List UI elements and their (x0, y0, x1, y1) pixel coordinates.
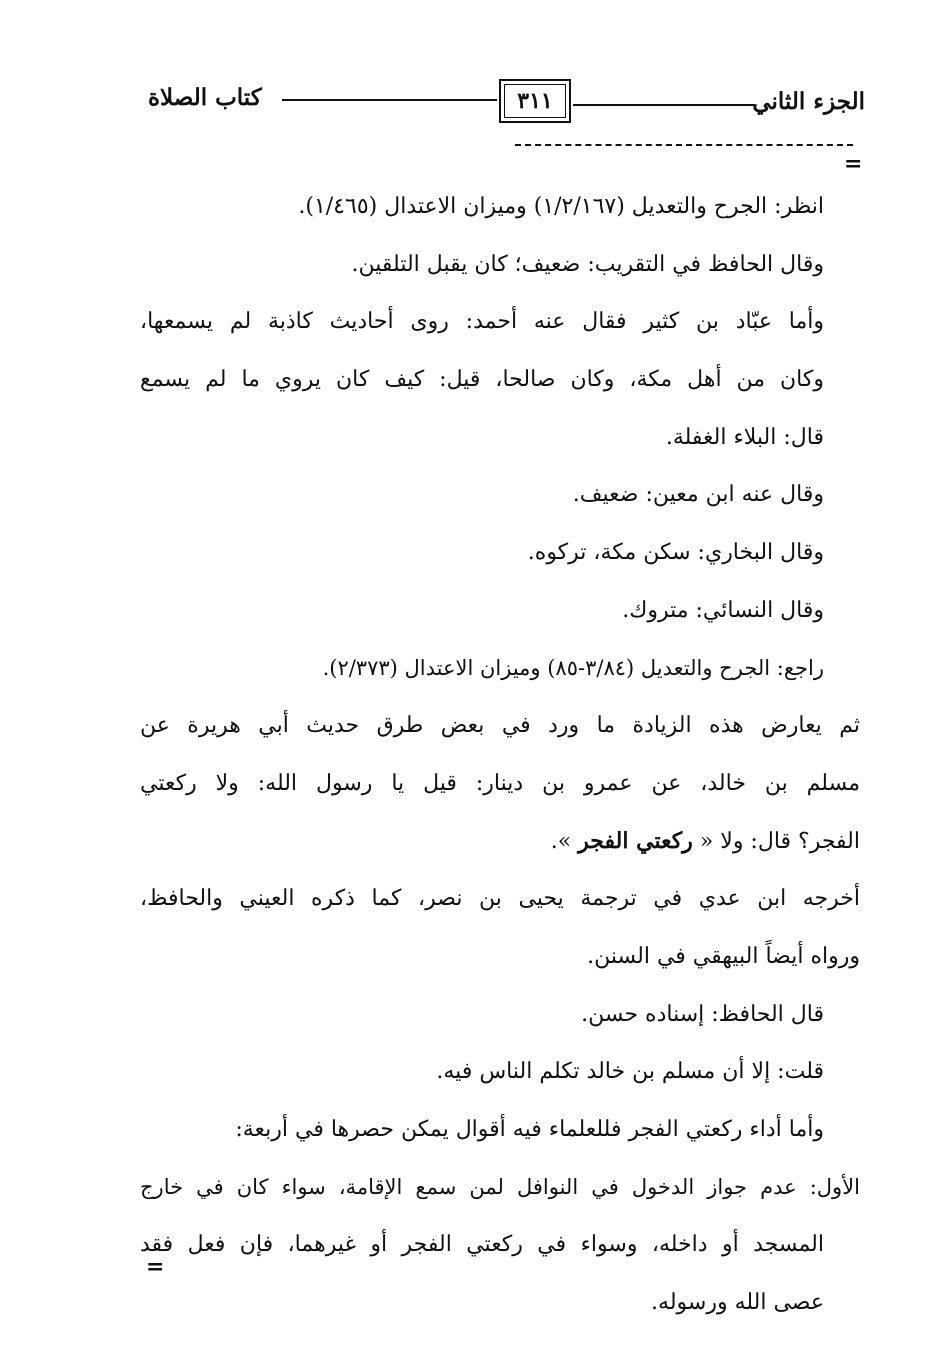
text-line: راجع: الجرح والتعديل (٣/٨٤-٨٥) وميزان الاعتدال (٢/٣٧٣). (322, 655, 824, 680)
text-line: عصى الله ورسوله. (651, 1290, 824, 1316)
text-fragment: الفجر؟ قال: ولا « (699, 828, 860, 854)
text-line: وأما عبّاد بن كثير فقال عنه أحمد: روى أحاديث كاذبة لم يسمعها، (140, 309, 825, 335)
text-line: وأما أداء ركعتي الفجر فللعلماء فيه أقوال يمكن حصرها في أربعة: (235, 1117, 824, 1142)
text-line: المسجد أو داخله، وسواء في ركعتي الفجر أو غيرهما، فإن فعل فقد (140, 1232, 824, 1258)
header-rule-right (573, 104, 755, 106)
text-line: وقال النسائي: متروك. (622, 597, 824, 623)
footnote-body (140, 178, 860, 1332)
page-number: ٣١١ (517, 88, 553, 114)
text-line (140, 813, 860, 871)
text-line: الأول: عدم جواز الدخول في النوافل لمن سمع الإقامة، سواء كان في خارج (140, 1174, 860, 1199)
continuation-mark-bottom: = (146, 1254, 165, 1280)
header-rule-left (282, 99, 497, 101)
hadith-highlight: ركعتي الفجر (578, 827, 693, 854)
text-line: وقال البخاري: سكن مكة، تركوه. (527, 540, 824, 566)
text-line: انظر: الجرح والتعديل (١/٢/١٦٧) وميزان الاعتدال (١/٤٦٥). (298, 194, 824, 219)
text-fragment: ». (550, 828, 572, 854)
text-line: قلت: إلا أن مسلم بن خالد تكلم الناس فيه. (436, 1059, 824, 1085)
running-header-book: كتاب الصلاة (148, 84, 262, 111)
text-line: وقال الحافظ في التقريب: ضعيف؛ كان يقبل التلقين. (351, 251, 824, 277)
text-line: وقال عنه ابن معين: ضعيف. (572, 482, 824, 508)
text-line: ثم يعارض هذه الزيادة ما ورد في بعض طرق حديث أبي هريرة عن (140, 713, 860, 739)
running-header-volume: الجزء الثاني (752, 88, 865, 115)
text-line: وكان من أهل مكة، وكان صالحا، قيل: كيف كان يروي ما لم يسمع (140, 367, 824, 393)
footnote-separator (515, 144, 853, 146)
text-line: مسلم بن خالد، عن عمرو بن دينار: قيل يا رسول الله: ولا ركعتي (140, 770, 860, 796)
text-line: قال الحافظ: إسناده حسن. (581, 1001, 824, 1027)
text-line: أخرجه ابن عدي في ترجمة يحيى بن نصر، كما ذكره العيني والحافظ، (140, 886, 860, 912)
page-number-box (499, 79, 571, 123)
text-line: قال: البلاء الغفلة. (665, 424, 824, 450)
text-line: ورواه أيضاً البيهقي في السنن. (587, 943, 860, 969)
continuation-mark-top: = (844, 151, 863, 177)
